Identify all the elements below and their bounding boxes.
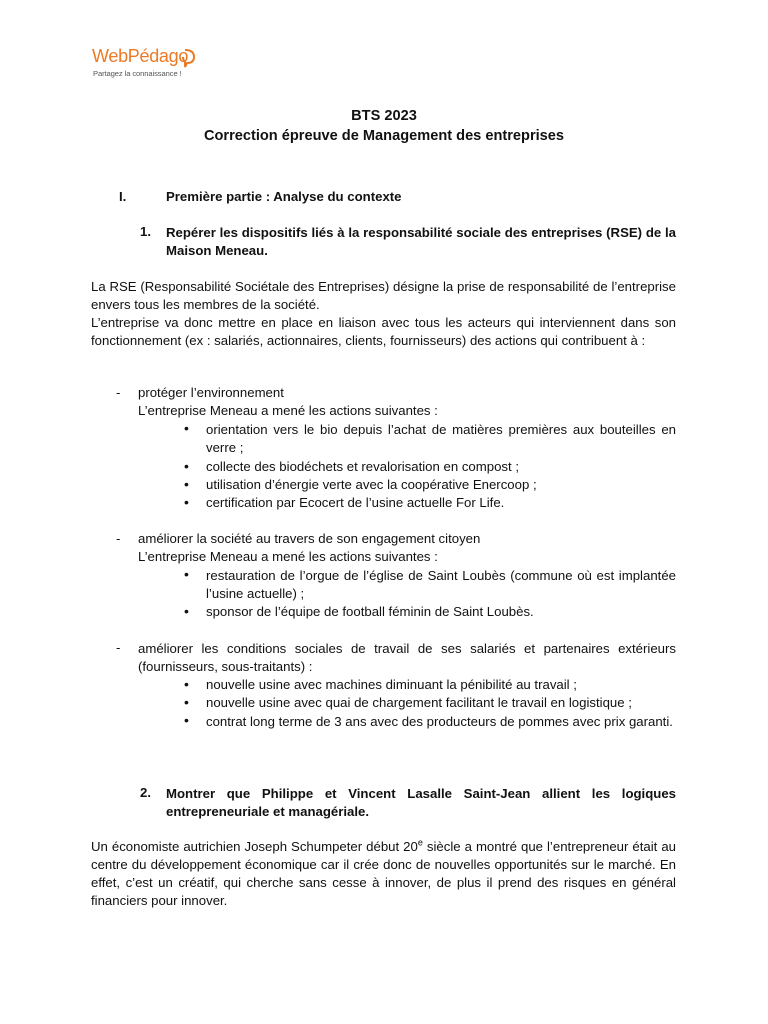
intro-paragraph-2: L’entreprise va donc mettre en place en liaison avec tous les acteurs qui interviennent dans son fonctionnement (ex : salariés, actionnaires, clients, fournisseurs) des actions qui contribuent à : <box>91 315 676 348</box>
section-soc-dash: - <box>116 531 121 546</box>
list-item: contrat long terme de 3 ans avec des producteurs de pommes avec prix garanti. <box>206 714 673 729</box>
page-title: BTS 2023 <box>351 108 417 124</box>
bullet-icon: • <box>184 566 189 582</box>
paragraph-start: Un économiste autrichien Joseph Schumpeter début 20 <box>91 839 418 854</box>
part-heading: Première partie : Analyse du contexte <box>166 189 402 204</box>
section-work-dash: - <box>116 640 121 655</box>
paragraph-end: siècle a montré que l’entrepreneur était au centre du développement économique car il crée donc de nouvelles opportunités sur le marché. En effet, c’est un créatif, qui cherche sans cesse à innover, de plus il prend des risques en général financiers pour innover. <box>91 839 676 908</box>
question-1-heading: Repérer les dispositifs liés à la responsabilité sociale des entreprises (RSE) de la Maison Meneau. <box>166 225 676 258</box>
list-item: orientation vers le bio depuis l’achat de matières premières aux bouteilles en verre ; <box>206 422 676 455</box>
list-item: sponsor de l’équipe de football féminin de Saint Loubès. <box>206 604 534 619</box>
list-item: nouvelle usine avec quai de chargement facilitant le travail en logistique ; <box>206 695 632 710</box>
question-1-number: 1. <box>140 224 151 239</box>
speech-bubble-icon <box>182 48 196 71</box>
list-item: collecte des biodéchets et revalorisation en compost ; <box>206 459 520 474</box>
bullet-icon: • <box>184 458 189 474</box>
section-env-dash: - <box>116 385 121 400</box>
list-item: utilisation d’énergie verte avec la coopérative Enercoop ; <box>206 477 537 492</box>
bullet-icon: • <box>184 676 189 692</box>
page-subtitle: Correction épreuve de Management des entreprises <box>203 128 565 144</box>
list-item: nouvelle usine avec machines diminuant la pénibilité au travail ; <box>206 677 577 692</box>
list-item: certification par Ecocert de l’usine actuelle For Life. <box>206 495 505 510</box>
bullet-icon: • <box>184 712 189 728</box>
list-item: restauration de l’orgue de l’église de Saint Loubès (commune où est implantée l’usine actuelle) ; <box>206 568 676 601</box>
bullet-icon: • <box>184 420 189 436</box>
section-work-heading: améliorer les conditions sociales de travail de ses salariés et partenaires extérieurs (fournisseurs, sous-traitants) : <box>138 641 676 674</box>
logo-tagline: Partagez la connaissance ! <box>93 69 182 78</box>
webpedago-logo <box>92 46 202 86</box>
bullet-icon: • <box>184 476 189 492</box>
schumpeter-paragraph <box>91 838 676 910</box>
section-soc-heading: améliorer la société au travers de son engagement citoyen <box>138 531 481 546</box>
century-superscript: e <box>417 837 423 848</box>
question-2-number: 2. <box>140 785 151 800</box>
part-numeral: I. <box>119 189 127 204</box>
bullet-icon: • <box>184 494 189 510</box>
section-env-heading: protéger l’environnement <box>138 385 284 400</box>
logo-name: WebPédago <box>92 46 189 66</box>
section-soc-subheading: L’entreprise Meneau a mené les actions suivantes : <box>138 549 438 564</box>
bullet-icon: • <box>184 694 189 710</box>
bullet-icon: • <box>184 603 189 619</box>
intro-paragraph-1: La RSE (Responsabilité Sociétale des Entreprises) désigne la prise de responsabilité de l’entreprise envers tous les membres de la société. <box>91 279 676 312</box>
section-env-subheading: L’entreprise Meneau a mené les actions suivantes : <box>138 403 438 418</box>
question-2-heading: Montrer que Philippe et Vincent Lasalle Saint-Jean allient les logiques entrepreneuriale et managériale. <box>166 786 676 819</box>
